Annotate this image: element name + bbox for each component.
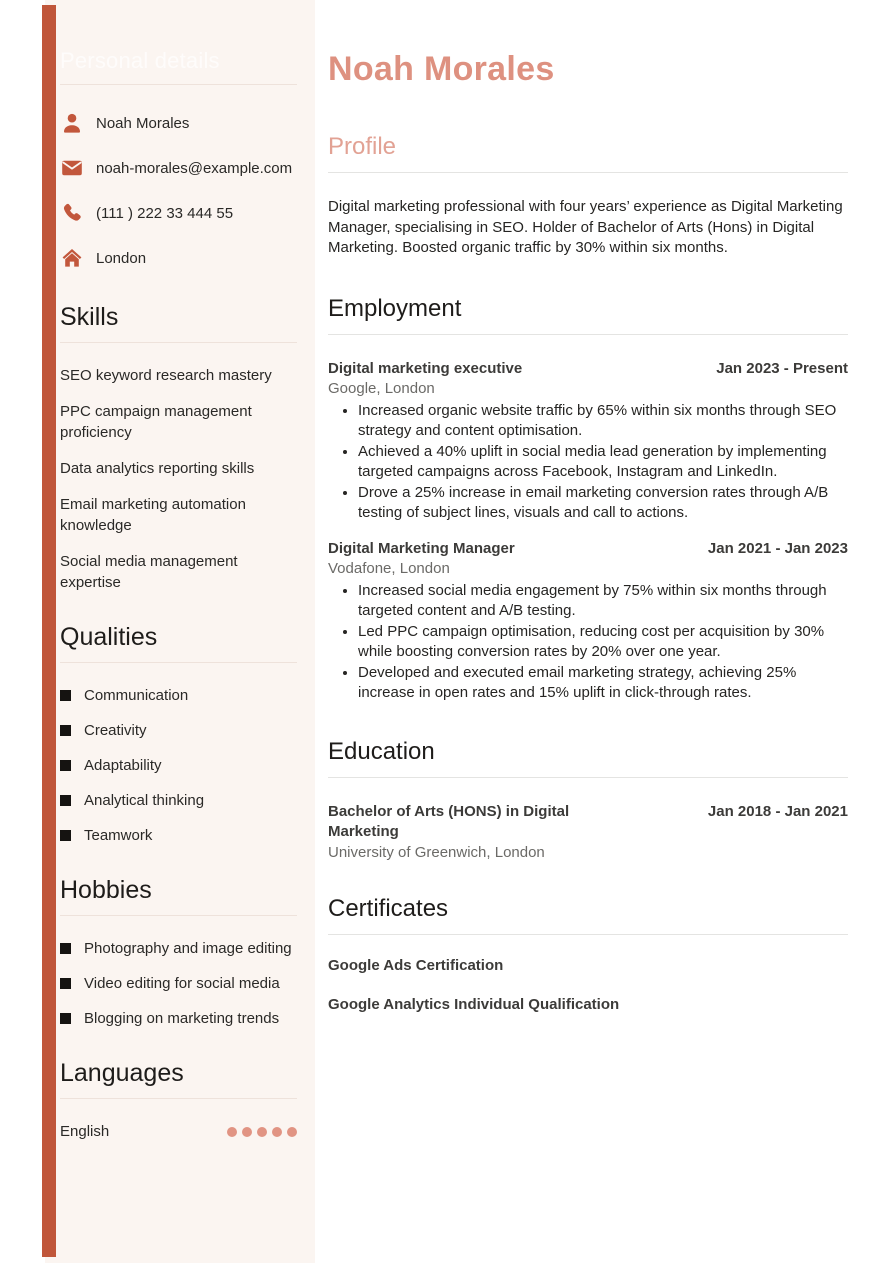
- quality-label: Analytical thinking: [84, 792, 205, 809]
- job-entry: [328, 359, 848, 524]
- job-bullet-list: [328, 581, 848, 704]
- contact-name: Noah Morales: [96, 114, 190, 132]
- job-entry: [328, 539, 848, 704]
- square-bullet-icon: [60, 943, 71, 954]
- hobby-label: Blogging on marketing trends: [84, 1010, 280, 1027]
- skills-heading: Skills: [60, 303, 119, 331]
- job-bullet: • Achieved a 40% uplift in social media lead generation by implementing targeted campaigns across Facebook, Instagram and LinkedIn.: [358, 442, 848, 483]
- hobby-label: Photography and image editing: [84, 940, 292, 957]
- skill-item: PPC campaign management proficiency: [60, 403, 252, 441]
- quality-item: [60, 825, 297, 846]
- contact-row-name: [60, 108, 297, 138]
- qualities-heading: Qualities: [60, 623, 158, 651]
- square-bullet-icon: [60, 830, 71, 841]
- job-bullet: • Developed and executed email marketing strategy, achieving 25% increase in open rates and 15% uplift in click-through rates.: [358, 663, 848, 704]
- hobby-label: Video editing for social media: [84, 975, 280, 992]
- education-header: [328, 802, 848, 843]
- level-dot-icon: [257, 1127, 267, 1137]
- job-org: Vodafone, London: [328, 560, 450, 577]
- job-bullet-list: [328, 401, 848, 524]
- square-bullet-icon: [60, 795, 71, 806]
- quality-label: Teamwork: [84, 827, 153, 844]
- envelope-icon: [60, 156, 84, 180]
- language-level-dots: [227, 1127, 297, 1137]
- employment-heading: Employment: [328, 294, 462, 322]
- job-header: [328, 539, 848, 560]
- contact-phone: (111 ) 222 33 444 55: [96, 204, 234, 222]
- job-title: Digital marketing executive: [328, 359, 523, 377]
- skill-item: Data analytics reporting skills: [60, 460, 255, 477]
- hobbies-heading: Hobbies: [60, 876, 152, 904]
- education-entry: [328, 802, 848, 864]
- square-bullet-icon: [60, 725, 71, 736]
- divider: [328, 334, 848, 335]
- hobby-item: [60, 938, 297, 959]
- main-column: [328, 0, 848, 1263]
- job-dates: Jan 2023 - Present: [716, 359, 848, 377]
- job-org: Google, London: [328, 380, 435, 397]
- quality-label: Adaptability: [84, 757, 162, 774]
- resume-name: Noah Morales: [328, 50, 555, 88]
- skill-item: Email marketing automation knowledge: [60, 496, 246, 534]
- quality-item: [60, 790, 297, 811]
- divider: [60, 915, 297, 916]
- job-header: [328, 359, 848, 380]
- certificate-item: Google Analytics Individual Qualification: [328, 996, 620, 1013]
- quality-item: [60, 755, 297, 776]
- education-dates: Jan 2018 - Jan 2021: [707, 802, 848, 820]
- square-bullet-icon: [60, 978, 71, 989]
- square-bullet-icon: [60, 760, 71, 771]
- degree-title: Bachelor of Arts (HONS) in Digital Marketing: [328, 802, 570, 840]
- square-bullet-icon: [60, 690, 71, 701]
- contact-row-email: [60, 153, 297, 183]
- level-dot-icon: [242, 1127, 252, 1137]
- profile-heading: Profile: [328, 133, 397, 160]
- certificates-heading: Certificates: [328, 895, 449, 922]
- job-bullet: • Increased social media engagement by 75% within six months through targeted content and A/B testing.: [358, 581, 848, 622]
- languages-heading: Languages: [60, 1059, 184, 1087]
- certificate-item: Google Ads Certification: [328, 957, 504, 974]
- skill-item: SEO keyword research mastery: [60, 367, 272, 384]
- hobbies-list: [60, 938, 297, 1029]
- divider: [60, 662, 297, 663]
- education-school: University of Greenwich, London: [328, 843, 545, 861]
- divider: [328, 172, 848, 173]
- divider: [60, 342, 297, 343]
- contact-row-phone: [60, 198, 297, 228]
- sidebar: [45, 0, 315, 1263]
- language-name: English: [60, 1123, 110, 1140]
- hobby-item: [60, 1008, 297, 1029]
- profile-text: Digital marketing professional with four years’ experience as Digital Marketing Manager, specialising in SEO. Holder of Bachelor of Arts (Hons) in Digital Marketing. Boosted organic traffic by 30% within six months.: [328, 198, 843, 256]
- job-bullet: • Drove a 25% increase in email marketing conversion rates through A/B testing of subject lines, visuals and call to actions.: [358, 483, 848, 524]
- education-heading: Education: [328, 737, 435, 765]
- sidebar-accent-bar: [42, 5, 56, 1257]
- divider: [328, 934, 848, 935]
- job-title: Digital Marketing Manager: [328, 539, 515, 557]
- phone-icon: [60, 201, 84, 225]
- quality-label: Creativity: [84, 722, 147, 739]
- job-dates: Jan 2021 - Jan 2023: [707, 539, 848, 557]
- contact-email: noah-morales@example.com: [96, 159, 293, 177]
- square-bullet-icon: [60, 1013, 71, 1024]
- qualities-list: [60, 685, 297, 846]
- language-row: [60, 1123, 297, 1140]
- person-icon: [60, 111, 84, 135]
- level-dot-icon: [287, 1127, 297, 1137]
- level-dot-icon: [272, 1127, 282, 1137]
- personal-details-heading: Personal details: [60, 48, 220, 73]
- hobby-item: [60, 973, 297, 994]
- job-bullet: • Led PPC campaign optimisation, reducing cost per acquisition by 30% while boosting conversion rates by 20% over one year.: [358, 622, 848, 663]
- quality-label: Communication: [84, 687, 189, 704]
- job-bullet: • Increased organic website traffic by 65% within six months through SEO strategy and content optimisation.: [358, 401, 848, 442]
- skills-list: [60, 365, 297, 593]
- home-icon: [60, 246, 84, 270]
- level-dot-icon: [227, 1127, 237, 1137]
- quality-item: [60, 720, 297, 741]
- skill-item: Social media management expertise: [60, 553, 238, 591]
- contact-location: London: [96, 249, 147, 267]
- quality-item: [60, 685, 297, 706]
- divider: [60, 84, 297, 85]
- contact-row-location: [60, 243, 297, 273]
- divider: [60, 1098, 297, 1099]
- contact-list: [60, 108, 297, 273]
- divider: [328, 777, 848, 778]
